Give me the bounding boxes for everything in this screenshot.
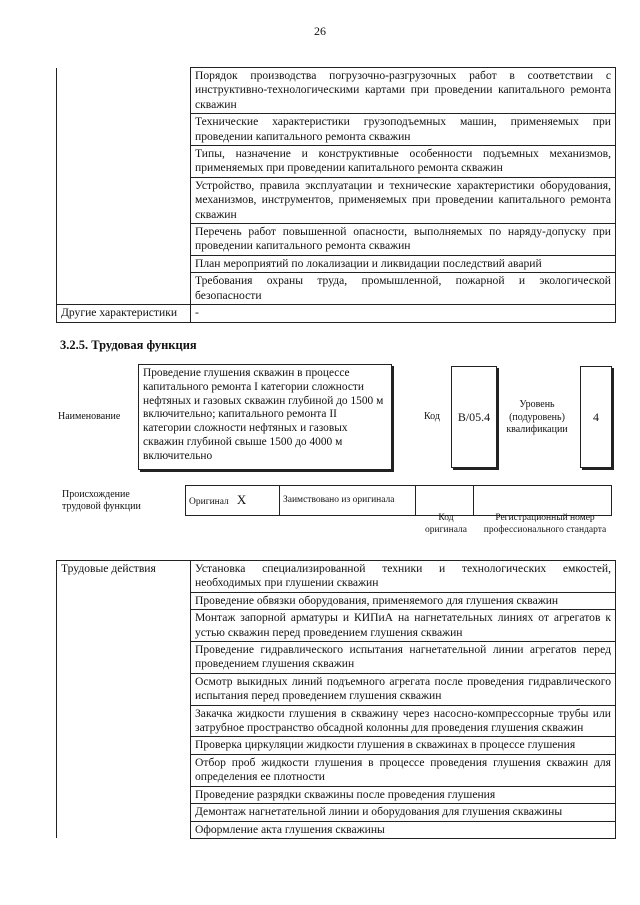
code-value-box: В/05.4 (451, 366, 497, 468)
section-title: 3.2.5. Трудовая функция (60, 338, 197, 352)
qualification-level-box: 4 (580, 366, 612, 468)
original-label: Оригинал (189, 496, 229, 507)
origin-reg-cell (474, 486, 612, 516)
table-cell: Закачка жидкости глушения в скважину через насосно-компрессорные трубы или затрубное пространство обсадной колонны для проведения глушения скважин (191, 705, 616, 737)
origin-label (62, 489, 152, 513)
qualification-level-label: Уровень (подуровень) квалификации (506, 399, 568, 435)
table-cell: Осмотр выкидных линий подъемного агрегата после проведения гидравлического испытания перед проведением глушения скважин (191, 673, 616, 705)
table-cell: Требования охраны труда, промышленной, пожарной и экологической безопасности (191, 273, 616, 305)
origin-code-cell (416, 486, 474, 516)
table-row (57, 68, 616, 114)
labor-actions-table (56, 560, 616, 839)
knowledge-table (56, 67, 616, 323)
table-cell: Оформление акта глушения скважины (191, 821, 616, 838)
code-original-caption: Код оригинала (425, 513, 467, 535)
table-cell: Технические характеристики грузоподъемных машин, применяемых при проведении капитального ремонта скважин (191, 114, 616, 146)
origin-original-cell (186, 486, 280, 516)
name-label: Наименование (58, 411, 121, 422)
function-name-box: Проведение глушения скважин в процессе капитального ремонта I категории сложности нефтяных и газовых скважин глубиной до 1500 м включительно; капитального ремонта II категории сложности нефтяных и газовых скважин глубиной свыше 1500 до 4000 м включительно (138, 364, 392, 470)
origin-table (185, 485, 612, 516)
other-characteristics-label: Другие характеристики (57, 305, 191, 322)
table-cell: Порядок производства погрузочно-разгрузочных работ в соответствии с инструктивно-технологическими картами при проведении капитального ремонта скважин (191, 68, 616, 114)
left-cell-empty (57, 68, 191, 305)
table-row (186, 486, 612, 516)
origin-borrowed-cell: Заимствовано из оригинала (280, 486, 416, 516)
table-cell: Проведение разрядки скважины после проведения глушения (191, 786, 616, 803)
original-mark: X (236, 491, 247, 507)
table-cell: Отбор проб жидкости глушения в процессе проведения глушения скважин для определения ее плотности (191, 754, 616, 786)
reg-number-caption: Регистрационный номер профессионального стандарта (483, 513, 607, 535)
table-cell: Перечень работ повышенной опасности, выполняемых по наряду-допуску при проведении капитального ремонта скважин (191, 224, 616, 256)
table-cell: План мероприятий по локализации и ликвидации последствий аварий (191, 255, 616, 272)
table-cell: Проверка циркуляции жидкости глушения в скважинах в процессе глушения (191, 737, 616, 754)
table-cell: Проведение гидравлического испытания нагнетательной линии агрегатов перед проведением глушения скважин (191, 642, 616, 674)
table-cell: Устройство, правила эксплуатации и технические характеристики оборудования, механизмов, инструментов, применяемых при проведении капитального ремонта скважин (191, 177, 616, 223)
table-cell: Проведение обвязки оборудования, применяемого для глушения скважин (191, 592, 616, 609)
table-cell: Монтаж запорной арматуры и КИПиА на нагнетательных линиях от агрегатов к устью скважин перед проведением глушения скважин (191, 610, 616, 642)
table-cell: Демонтаж нагнетательной линии и оборудования для глушения скважины (191, 804, 616, 821)
other-characteristics-value: - (191, 305, 616, 322)
origin-label-text: Происхождение трудовой функции (62, 489, 141, 512)
table-row (57, 561, 616, 593)
code-label: Код (424, 411, 440, 422)
table-cell: Установка специализированной техники и технологических емкостей, необходимых при глушении скважин (191, 561, 616, 593)
table-cell: Типы, назначение и конструктивные особенности подъемных механизмов, применяемых при проведении капитального ремонта скважин (191, 146, 616, 178)
table-row (57, 305, 616, 322)
labor-actions-label: Трудовые действия (57, 561, 191, 839)
page-number: 26 (314, 24, 326, 38)
